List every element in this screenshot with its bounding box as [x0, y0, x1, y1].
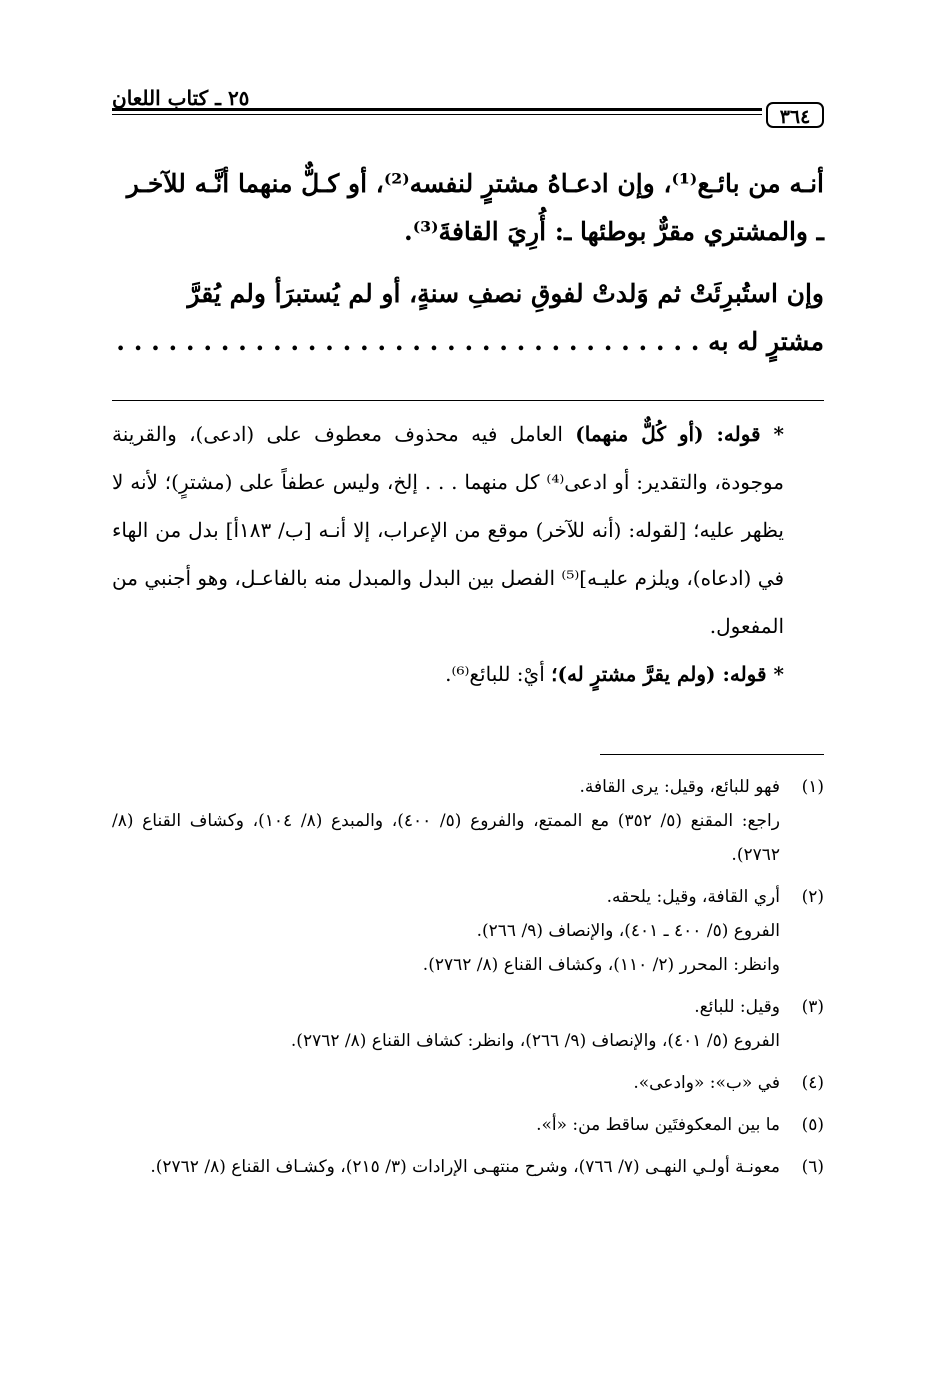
- footnote: [112, 990, 824, 1058]
- footnote-separator: [600, 754, 824, 755]
- dot-leader: . . . . . . . . . . . . . . . . . . . . . . . . . . . . . . . . . .: [116, 327, 700, 356]
- footnote-text: وانظر: المحرر (٢/ ١١٠)، وكشاف القناع (٨/ ٢٧٦٢).: [422, 955, 780, 975]
- footnote-text: في «ب»: «وادعى».: [633, 1073, 780, 1093]
- footnote-number: (٥): [801, 1115, 824, 1135]
- chapter-title: ٢٥ ـ كتاب اللعان: [112, 86, 250, 110]
- footnote-text: أري القافة، وقيل: يلحقه.: [606, 887, 780, 907]
- footnote-text: فهو للبائع، وقيل: يرى القافة.: [579, 777, 780, 797]
- running-header: [112, 86, 824, 136]
- footnote-text: راجع: المقنع (٥/ ٣٥٢) مع الممتع، والفروع (٥/ ٤٠٠)، والمبدع (٨/ ١٠٤)، وكشاف القناع (٨/ ٢٧٦٢).: [112, 811, 780, 865]
- page-number: ٣٦٤: [766, 102, 824, 128]
- main-line-text: مشترٍ له به: [708, 327, 824, 356]
- header-rule-thin: [112, 114, 762, 115]
- footnote-number: (١): [801, 777, 824, 797]
- commentary-label: * قوله: (ولم يقرَّ مشترٍ له)؛: [551, 662, 784, 686]
- footnote-number: (٣): [801, 997, 824, 1017]
- footnote: [112, 1150, 824, 1184]
- commentary-label: * قوله: (أو كُلٌّ منهما): [575, 422, 784, 446]
- commentary-text: أيْ: للبائع⁽⁶⁾.: [445, 662, 552, 686]
- commentary-paragraph: [112, 650, 824, 698]
- commentary-text: العامل فيه محذوف معطوف على (ادعى)، والقرينة موجودة، والتقدير: أو ادعى⁽⁴⁾ كل منهما . . . إلخ، وليس عطفاً على (مشترٍ)؛ لأنه لا يظهر عليه؛ [لقوله: (أنه للآخر) موقع من الإعراب، إلا أنـه [ب/ ١٨٣أ] بدل من الهاء في (ادعاه)، ويلزم عليـه]⁽⁵⁾ الفصل بين البدل والمبدل منه بالفاعـل، وهو أجنبي من المفعول.: [112, 422, 785, 638]
- footnote-text: معونـة أولـي النهـى (٧/ ٧٦٦)، وشرح منتهـى الإرادات (٣/ ٢١٥)، وكشـاف القناع (٨/ ٢٧٦٢).: [150, 1157, 780, 1177]
- footnote: [112, 770, 824, 872]
- footnote-number: (٢): [801, 887, 824, 907]
- footnote: [112, 1066, 824, 1100]
- footnote-text: الفروع (٥/ ٤٠١)، والإنصاف (٩/ ٢٦٦)، وانظر: كشاف القناع (٨/ ٢٧٦٢).: [290, 1031, 780, 1051]
- footnote-text: وقيل: للبائع.: [694, 997, 780, 1017]
- footnote-number: (٦): [801, 1157, 824, 1177]
- main-line: أنـه من بائـع⁽¹⁾، وإن ادعـاهُ مشترٍ لنفسه⁽²⁾، أو كـلٌّ منهما أنَّـه للآخـر: [126, 169, 824, 198]
- footnote: [112, 1108, 824, 1142]
- main-line-last: [112, 318, 824, 366]
- text-separator: [112, 400, 824, 401]
- footnotes: [112, 770, 824, 1184]
- footnote: [112, 880, 824, 982]
- footnote-number: (٤): [801, 1073, 824, 1093]
- commentary-paragraph: [112, 410, 824, 650]
- main-line: ـ والمشتري مقرٌّ بوطئها ـ: أُرِيَ القافةَ⁽³⁾.: [403, 217, 824, 246]
- main-line: وإن استُبرِئَتْ ثم وَلدتْ لفوقِ نصفِ سنةٍ، أو لم يُستبرَأ ولم يُقرَّ: [187, 279, 824, 308]
- main-text: [112, 160, 824, 366]
- footnote-text: ما بين المعكوفتَين ساقط من: «أ».: [536, 1115, 780, 1135]
- footnote-text: الفروع (٥/ ٤٠٠ ـ ٤٠١)، والإنصاف (٩/ ٢٦٦).: [476, 921, 780, 941]
- commentary: [112, 410, 824, 698]
